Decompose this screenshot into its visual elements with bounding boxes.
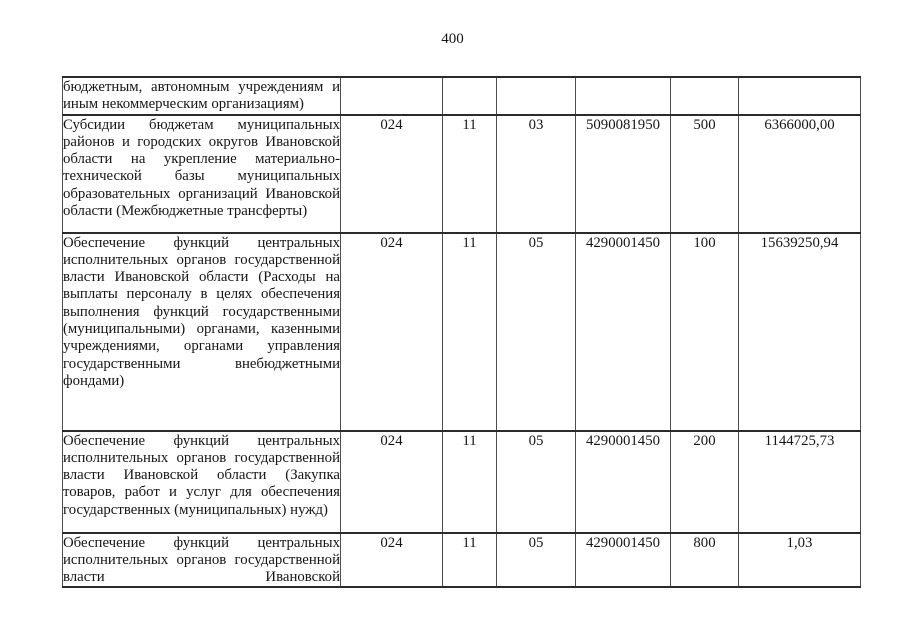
table-row xyxy=(63,115,861,233)
description-cell: Обеспечение функций центральных исполнительных органов государственной власти Ивановской области (Закупка товаров, работ и услуг для обеспечения государственных (муниципальных) нужд) xyxy=(63,431,341,533)
target-article-cell xyxy=(576,77,671,115)
subsection-code-cell: 05 xyxy=(497,533,576,588)
expense-type-cell xyxy=(671,77,739,115)
amount-cell: 15639250,94 xyxy=(739,233,861,431)
description-cell: Субсидии бюджетам муниципальных районов и городских округов Ивановской области на укрепление материально-технической базы муниципальных образовательных организаций Ивановской области (Межбюджетные трансферты) xyxy=(63,115,341,233)
table-row xyxy=(63,233,861,431)
page-number: 400 xyxy=(441,31,464,47)
subsection-code-cell: 05 xyxy=(497,233,576,431)
subsection-code-cell xyxy=(497,77,576,115)
grbs-code-cell xyxy=(341,77,443,115)
amount-cell: 6366000,00 xyxy=(739,115,861,233)
table-row xyxy=(63,77,861,115)
table-row xyxy=(63,533,861,588)
subsection-code-cell: 03 xyxy=(497,115,576,233)
amount-cell: 1144725,73 xyxy=(739,431,861,533)
grbs-code-cell: 024 xyxy=(341,431,443,533)
target-article-cell: 5090081950 xyxy=(576,115,671,233)
amount-cell xyxy=(739,77,861,115)
grbs-code-cell: 024 xyxy=(341,233,443,431)
section-code-cell: 11 xyxy=(443,233,497,431)
grbs-code-cell: 024 xyxy=(341,533,443,588)
table-row xyxy=(63,431,861,533)
expense-type-cell: 800 xyxy=(671,533,739,588)
expense-type-cell: 200 xyxy=(671,431,739,533)
section-code-cell: 11 xyxy=(443,431,497,533)
description-cell: бюджетным, автономным учреждениям и иным некоммерческим организациям) xyxy=(63,77,341,115)
section-code-cell: 11 xyxy=(443,533,497,588)
description-cell xyxy=(63,533,341,588)
expense-type-cell: 100 xyxy=(671,233,739,431)
target-article-cell: 4290001450 xyxy=(576,233,671,431)
section-code-cell xyxy=(443,77,497,115)
target-article-cell: 4290001450 xyxy=(576,431,671,533)
expense-type-cell: 500 xyxy=(671,115,739,233)
subsection-code-cell: 05 xyxy=(497,431,576,533)
section-code-cell: 11 xyxy=(443,115,497,233)
description-cell: Обеспечение функций центральных исполнительных органов государственной власти Ивановской области (Расходы на выплаты персоналу в целях обеспечения выполнения функций государственными (муниципальными) органами, казенными учреждениями, органами управления государственными внебюджетными фондами) xyxy=(63,233,341,431)
budget-table xyxy=(62,76,861,588)
target-article-cell: 4290001450 xyxy=(576,533,671,588)
amount-cell: 1,03 xyxy=(739,533,861,588)
grbs-code-cell: 024 xyxy=(341,115,443,233)
clipped-continuation-text: Обеспечение функций центральных исполнительных органов государственной власти Ивановской xyxy=(63,534,340,586)
